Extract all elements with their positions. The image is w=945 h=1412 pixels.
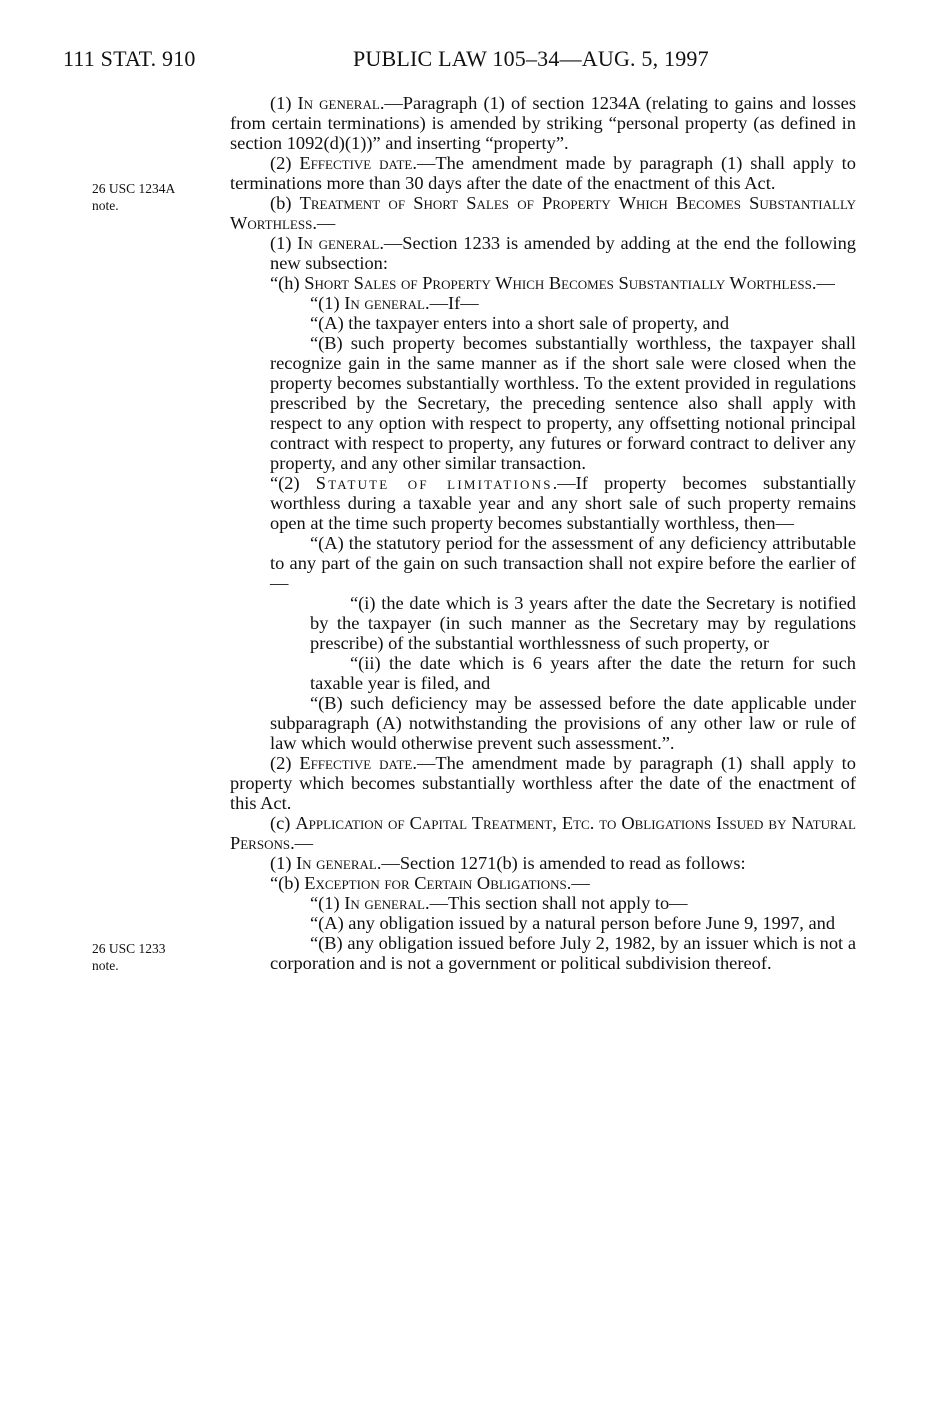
paragraph-a2: (2) Effective date.—The amendment made by paragraph (1) shall apply to terminations more than 30 days after the date of the enactment of this Act. [230,153,856,193]
page-running-header: PUBLIC LAW 105–34—AUG. 5, 1997 [353,46,709,71]
page-stat-citation: 111 STAT. 910 [63,46,196,71]
paragraph-1271b1: “(1) In general.—This section shall not apply to— [310,893,688,913]
subparagraph-h1a: “(A) the taxpayer enters into a short sale of property, and [310,313,730,333]
statute-body [230,93,856,973]
subsection-b-heading: (b) Treatment of Short Sales of Property Which Becomes Substantially Worthless.— [230,193,856,233]
subsection-1271b-heading: “(b) Exception for Certain Obligations.— [270,873,590,893]
paragraph-h1: “(1) In general.—If— [310,293,479,313]
margin-note-1234a: 26 USC 1234A note. [92,181,176,213]
subparagraph-h1b: “(B) such property becomes substantially worthless, the taxpayer shall recognize gain in the same manner as if the short sale were closed when the property becomes substantially worthless. To the extent provided in regulations prescribed by the Secretary, the preceding sentence also shall apply with respect to any option with respect to property, any offsetting notional principal contract with respect to property, any futures or forward contract to deliver any property, and any other similar transaction. [270,333,856,473]
subsection-h-heading: “(h) Short Sales of Property Which Becomes Substantially Worthless.— [270,273,835,293]
subparagraph-1271b1a: “(A) any obligation issued by a natural person before June 9, 1997, and [310,913,836,933]
subparagraph-h2a: “(A) the statutory period for the assessment of any deficiency attributable to any part of the gain on such transaction shall not expire before the earlier of— [270,533,856,593]
subparagraph-h2b: “(B) such deficiency may be assessed before the date applicable under subparagraph (A) notwithstanding the provisions of any other law or rule of law which would otherwise prevent such assessment.”. [270,693,856,753]
paragraph-b2: (2) Effective date.—The amendment made by paragraph (1) shall apply to property which becomes substantially worthless after the date of the enactment of this Act. [230,753,856,813]
paragraph-c1: (1) In general.—Section 1271(b) is amended to read as follows: [270,853,746,873]
clause-h2aii: “(ii) the date which is 6 years after the date the return for such taxable year is filed, and [310,653,856,693]
margin-note-1233: 26 USC 1233 note. [92,941,166,973]
paragraph-b1: (1) In general.—Section 1233 is amended by adding at the end the following new subsection: [270,233,856,273]
paragraph-a1: (1) In general.—Paragraph (1) of section 1234A (relating to gains and losses from certain terminations) is amended by striking “personal property (as defined in section 1092(d)(1))” and inserting “property”. [230,93,856,153]
paragraph-h2: “(2) Statute of limitations.—If property becomes substantially worthless during a taxable year and any short sale of such property remains open at the time such property becomes substantially worthless, then— [270,473,856,533]
subsection-c-heading: (c) Application of Capital Treatment, Etc. to Obligations Issued by Natural Persons.— [230,813,856,853]
clause-h2ai: “(i) the date which is 3 years after the date the Secretary is notified by the taxpayer (in such manner as the Secretary may by regulations prescribe) of the substantial worthlessness of such property, or [310,593,856,653]
subparagraph-1271b1b: “(B) any obligation issued before July 2, 1982, by an issuer which is not a corporation and is not a government or political subdivision thereof. [270,933,856,973]
